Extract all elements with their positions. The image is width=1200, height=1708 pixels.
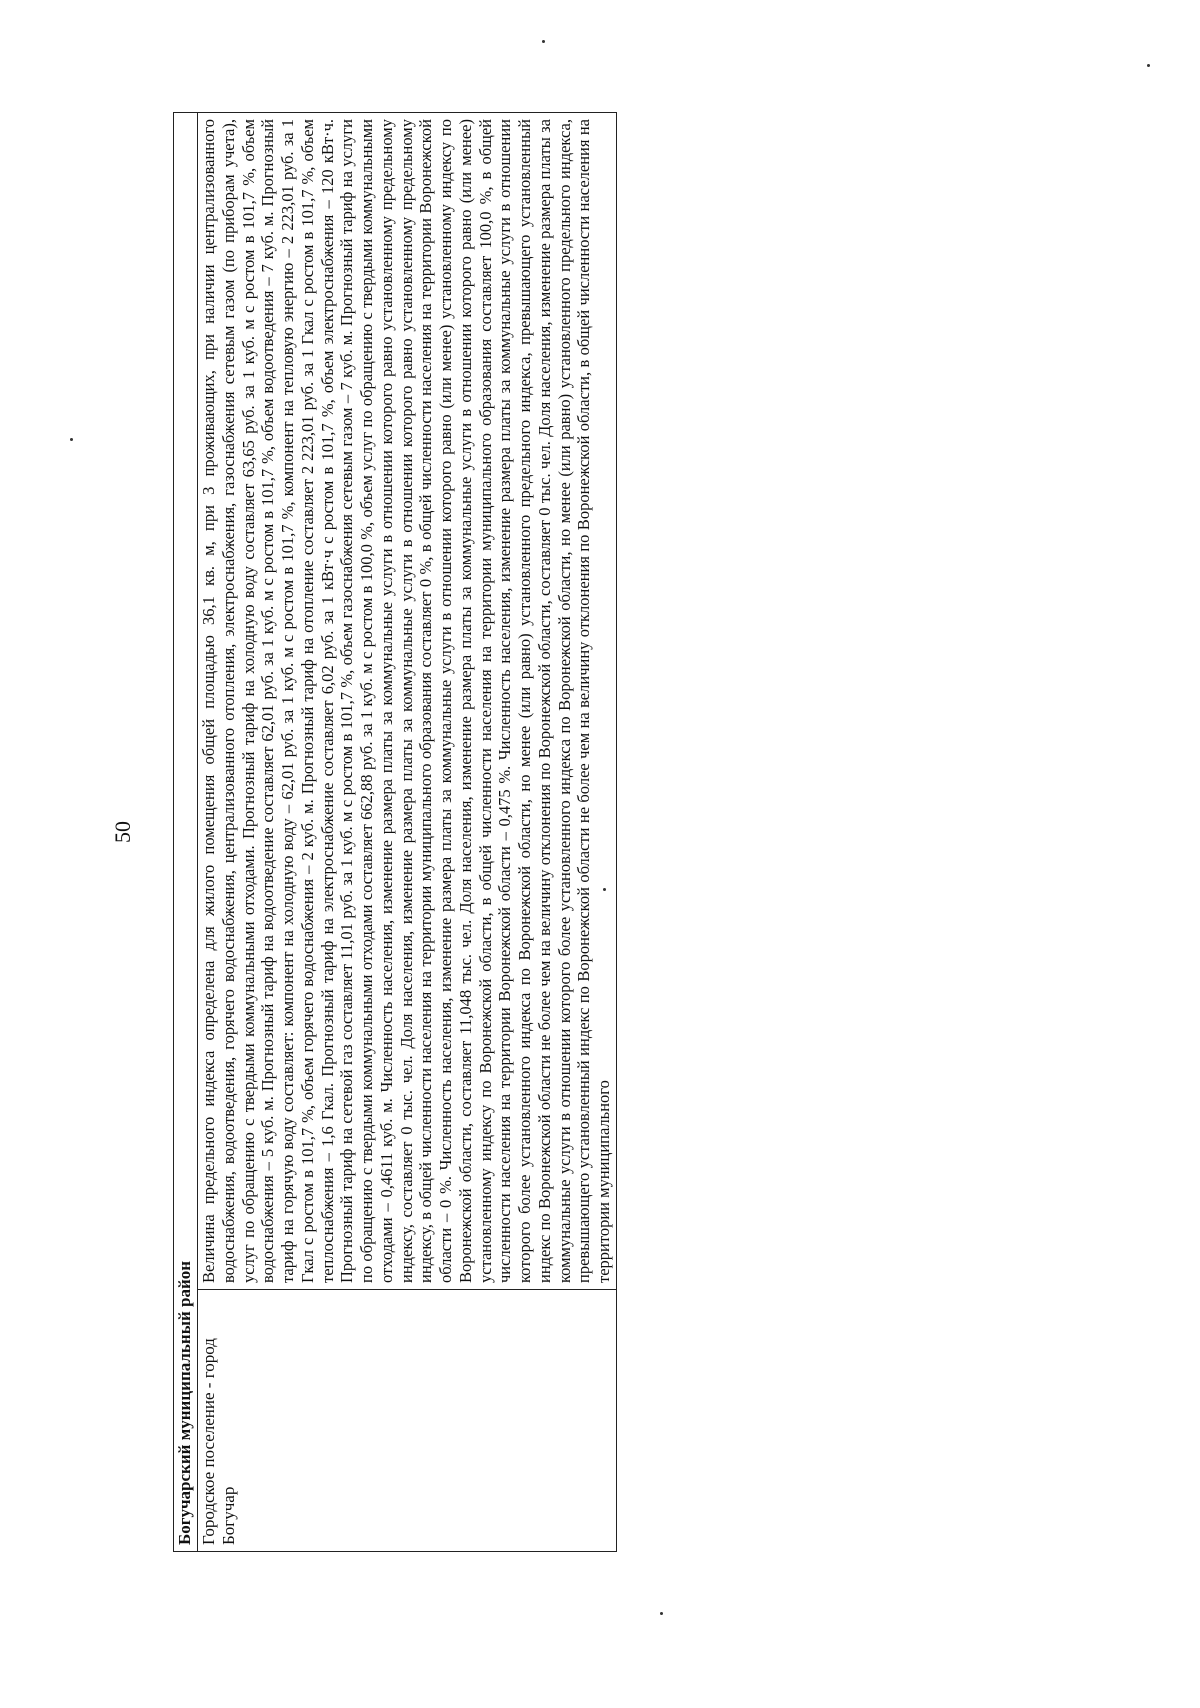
district-header-row <box>174 113 198 1552</box>
tariff-index-table <box>173 112 617 1552</box>
scan-speck <box>542 40 545 43</box>
table-row <box>198 113 617 1552</box>
scan-speck <box>70 438 73 441</box>
district-header: Богучарский муниципальный район <box>174 113 198 1552</box>
settlement-name: Городское поселение - город Богучар <box>198 1290 617 1552</box>
index-description: Величина предельного индекса определена для жилого помещения общей площадью 36,1 кв. м, при 3 проживающих, при наличии централизованного водоснабжения, водоотведения, горячего водоснабжения, централизованного отопления, электроснабжения, газоснабжения сетевым газом (по приборам учета), услуг по обращению с твердыми коммунальными отходами. Прогнозный тариф на холодную воду составляет 63,65 руб. за 1 куб. м с ростом в 101,7 %, объем водоснабжения – 5 куб. м. Прогнозный тариф на водоотведение составляет 62,01 руб. за 1 куб. м с ростом в 101,7 %, объем водоотведения – 7 куб. м. Прогнозный тариф на горячую воду составляет: компонент на холодную воду – 62,01 руб. за 1 куб. м с ростом в 101,7 %, компонент на тепловую энергию – 2 223,01 руб. за 1 Гкал с ростом в 101,7 %, объем горячего водоснабжения – 2 куб. м. Прогнозный тариф на отопление составляет 2 223,01 руб. за 1 Гкал с ростом в 101,7 %, объем теплоснабжения – 1,6 Гкал. Прогнозный тариф на электроснабжение составляет 6,02 руб. за 1 кВт·ч с ростом в 101,7 %, объем электроснабжения – 120 кВт·ч. Прогнозный тариф на сетевой газ составляет 11,01 руб. за 1 куб. м с ростом в 101,7 %, объем газоснабжения сетевым газом – 7 куб. м. Прогнозный тариф на услуги по обращению с твердыми коммунальными отходами составляет 662,88 руб. за 1 куб. м с ростом в 100,0 %, объем услуг по обращению с твердыми коммунальными отходами – 0,4611 куб. м. Численность населения, изменение размера платы за коммунальные услуги в отношении которого равно установленному предельному индексу, составляет 0 тыс. чел. Доля населения, изменение размера платы за коммунальные услуги в отношении которого равно установленному предельному индексу, в общей численности населения на территории муниципального образования составляет 0 %, в общей численности населения на территории Воронежской области – 0 %. Численность населения, изменение размера платы за коммунальные услуги в отношении которого равно (или менее) установленному индексу по Воронежской области, составляет 11,048 тыс. чел. Доля населения, изменение размера платы за коммунальные услуги в отношении которого равно (или менее) установленному индексу по Воронежской области, в общей численности населения на территории муниципального образования составляет 100,0 %, в общей численности населения на территории Воронежской области – 0,475 %. Численность населения, изменение размера платы за коммунальные услуги в отношении которого более установленного индекса по Воронежской области, но менее (или равно) установленного предельного индекса, превышающего установленный индекс по Воронежской области не более чем на величину отклонения по Воронежской области, составляет 0 тыс. чел. Доля населения, изменение размера платы за коммунальные услуги в отношении которого более установленного индекса по Воронежской области, но менее (или равно) установленного предельного индекса, превышающего установленный индекс по Воронежской области не более чем на величину отклонения по Воронежской области, в общей численности населения на территории муниципального <box>198 113 617 1290</box>
scan-speck <box>1147 64 1150 67</box>
page-number: 50 <box>110 821 135 843</box>
scan-speck <box>660 1612 663 1615</box>
rotated-document-content <box>103 112 1093 1552</box>
